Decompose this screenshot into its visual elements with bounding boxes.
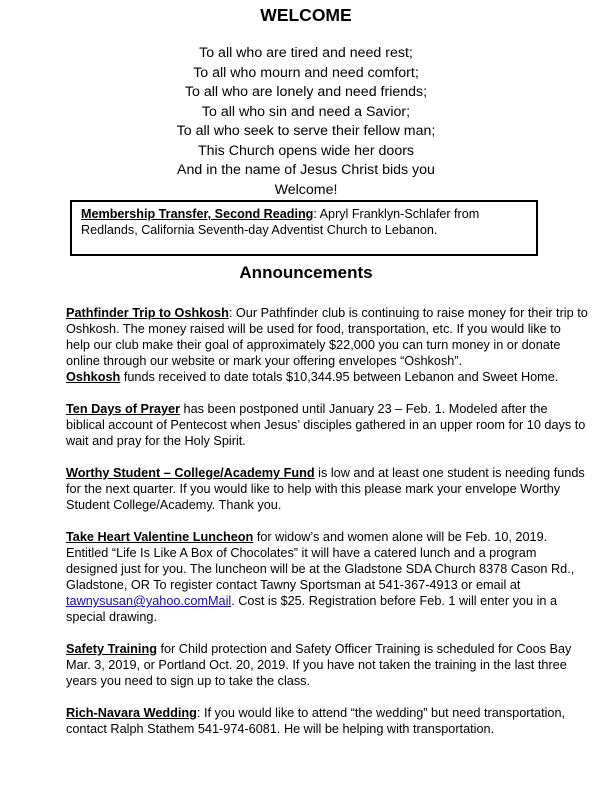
announcement-heading: Safety Training <box>66 642 157 656</box>
announcement-text-after: . Cost is $25. Registration before Feb. 1 will enter you in a special drawing. <box>66 594 558 624</box>
announcement-prayer <box>66 401 588 449</box>
announcement-text: : If you would like to attend “the wedding” but need transportation, contact Ralph Stathem 541-974-6081. He will be helping with transportation. <box>66 706 566 736</box>
announcement-worthy-student <box>66 465 588 513</box>
announcement-text: has been postponed until January 23 – Feb. 1. Modeled after the biblical account of Pentecost when Jesus’ disciples gathered in an upper room for 10 days to wait and pray for the Holy Spirit. <box>66 402 586 448</box>
oshkosh-funds-line <box>66 369 588 385</box>
announcement-safety <box>66 641 588 689</box>
announcement-pathfinder <box>66 305 588 385</box>
announcement-text: : Our Pathfinder club is continuing to raise money for their trip to Oshkosh. The money raised will be used for food, transportation, etc. If you would like to help our club make their goal of approximately $22,000 you can turn money in or donate online through our website or mark your offering envelopes “Oshkosh”. <box>66 306 588 368</box>
poem-line: To all who sin and need a Savior; <box>201 103 411 120</box>
announcement-heading: Ten Days of Prayer <box>66 402 181 416</box>
announcement-heading: Rich-Navara Wedding <box>66 706 197 720</box>
page-title: WELCOME <box>260 5 352 25</box>
poem-line: And in the name of Jesus Christ bids you <box>177 162 435 178</box>
announcement-subtext: funds received to date totals $10,344.95 between Lebanon and Sweet Home. <box>120 370 559 384</box>
announcement-luncheon <box>66 529 588 625</box>
announcement-heading: Take Heart Valentine Luncheon <box>66 530 254 544</box>
announcement-subheading: Oshkosh <box>66 370 121 384</box>
announcement-heading: Pathfinder Trip to Oshkosh <box>66 306 229 320</box>
membership-transfer-box <box>70 200 538 256</box>
announcement-text: for widow’s and women alone will be Feb. 10, 2019. Entitled “Life Is Like A Box of Chocolates” it will have a catered lunch and a program designed just for you. The luncheon will be at the Gladstone SDA Church 8378 Cason Rd., Gladstone, OR To register contact Tawny Sportsman at 541-367-4913 or email at <box>66 530 575 592</box>
poem-line: This Church opens wide her doors <box>197 142 415 159</box>
announcement-heading: Worthy Student – College/Academy Fund <box>66 466 315 480</box>
membership-text: : Apryl Franklyn-Schlafer from Redlands, California Seventh-day Adventist Church to Lebanon. <box>81 207 480 237</box>
welcome-poem <box>0 44 612 200</box>
poem-line: Welcome! <box>274 181 338 198</box>
announcement-wedding <box>66 705 588 737</box>
announcement-text: for Child protection and Safety Officer Training is scheduled for Coos Bay Mar. 3, 2019, or Portland Oct. 20, 2019. If you have not taken the training in the last three years you need to sign up to take the class. <box>66 642 572 688</box>
poem-line: To all who are tired and need rest; <box>199 45 413 61</box>
announcements-heading: Announcements <box>239 263 373 282</box>
membership-heading: Membership Transfer, Second Reading <box>81 207 314 221</box>
email-link[interactable]: tawnysusan@yahoo.comMail <box>66 594 232 608</box>
poem-line: To all who mourn and need comfort; <box>193 64 419 81</box>
poem-line: To all who are lonely and need friends; <box>184 84 428 100</box>
announcements-list <box>66 305 588 753</box>
poem-line: To all who seek to serve their fellow man; <box>176 123 436 139</box>
announcement-text: is low and at least one student is needing funds for the next quarter. If you would like to help with this please mark your envelope Worthy Student College/Academy. Thank you. <box>66 466 585 512</box>
